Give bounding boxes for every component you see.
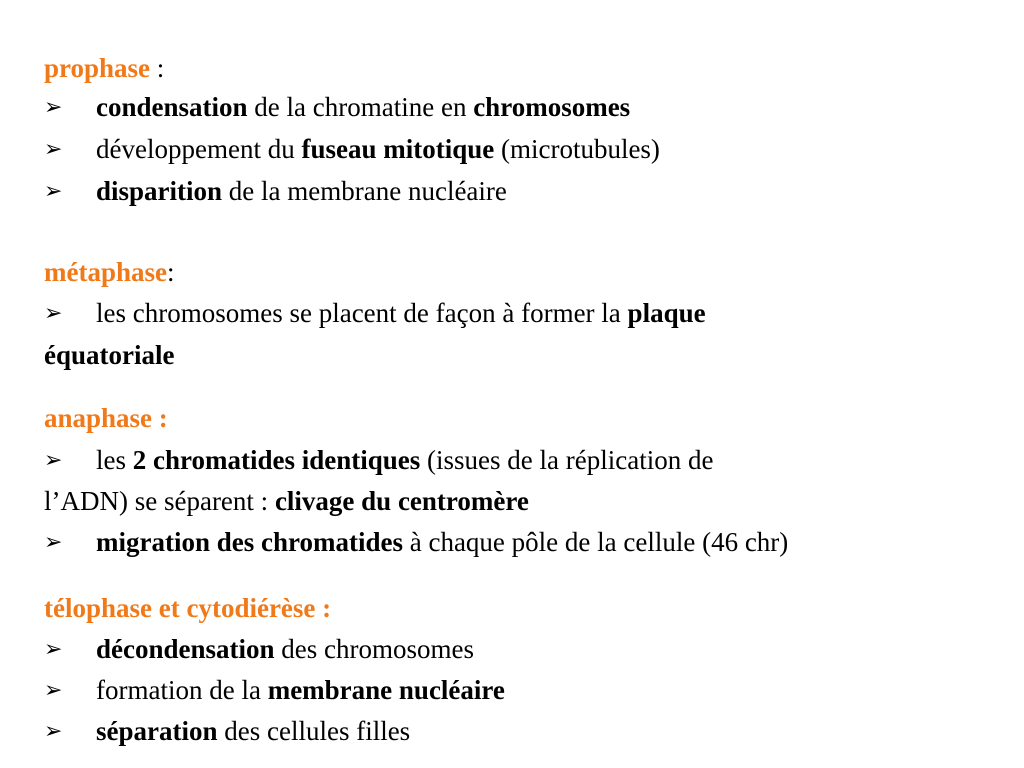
prophase-b2-s1: développement du [96,134,302,164]
telophase-b1-s1: décondensation [96,634,275,664]
arrowhead-bullet-icon: ➢ [44,179,63,204]
metaphase-heading: métaphase [44,257,167,287]
prophase-b1-s3: chromosomes [473,92,631,122]
prophase-b2-s2: fuseau mitotique [301,134,495,164]
prophase-b3-s2: de la membrane nucléaire [222,176,507,206]
anaphase-heading: anaphase : [44,403,168,433]
arrowhead-bullet-icon: ➢ [44,137,63,162]
prophase-heading-line [44,52,164,84]
metaphase-b1-s3: équatoriale [44,340,175,370]
telophase-heading-line [44,592,331,624]
prophase-b3-s1: disparition [96,176,223,206]
telophase-b1-s2: des chromosomes [274,634,475,664]
anaphase-bullet-1-continuation [44,485,529,517]
telophase-b2-s1: formation de la [96,675,268,705]
prophase-b1-s2: de la chromatine en [247,92,474,122]
telophase-bullet-3 [44,715,410,748]
anaphase-b1-s4: l’ADN) se séparent : [44,486,275,516]
metaphase-b1-s1: les chromosomes se placent de façon à former la [96,298,628,328]
prophase-heading: prophase [44,53,151,83]
arrowhead-bullet-icon: ➢ [44,530,63,555]
metaphase-b1-s2: plaque [627,298,706,328]
metaphase-heading-line [44,256,175,288]
arrowhead-bullet-icon: ➢ [44,301,63,326]
telophase-b3-s1: séparation [96,716,218,746]
prophase-b1-s1: condensation [96,92,248,122]
arrowhead-bullet-icon: ➢ [44,448,63,473]
telophase-bullet-1 [44,633,474,666]
metaphase-heading-suffix: : [167,257,175,287]
telophase-b2-s2: membrane nucléaire [267,675,505,705]
anaphase-b1-s1: les [96,445,133,475]
arrowhead-bullet-icon: ➢ [44,678,63,703]
arrowhead-bullet-icon: ➢ [44,95,63,120]
anaphase-heading-line [44,402,168,434]
anaphase-b2-s1: migration des chromatides [96,527,403,557]
metaphase-bullet-1 [44,297,706,330]
telophase-b3-s2: des cellules filles [217,716,411,746]
arrowhead-bullet-icon: ➢ [44,719,63,744]
telophase-heading: télophase et cytodiérèse : [44,593,332,623]
prophase-bullet-2 [44,133,660,166]
prophase-bullet-1 [44,91,630,124]
anaphase-b1-s3: (issues de la réplication de [420,445,714,475]
telophase-bullet-2 [44,674,505,707]
anaphase-bullet-1 [44,444,713,477]
prophase-b2-s3: (microtubules) [494,134,660,164]
metaphase-bullet-1-continuation [44,339,174,371]
prophase-bullet-3 [44,175,507,208]
prophase-heading-suffix: : [150,53,165,83]
anaphase-b1-s5: clivage du centromère [274,486,529,516]
anaphase-b1-s2: 2 chromatides identiques [132,445,421,475]
anaphase-b2-s2: à chaque pôle de la cellule (46 chr) [402,527,789,557]
arrowhead-bullet-icon: ➢ [44,637,63,662]
anaphase-bullet-2 [44,526,788,559]
